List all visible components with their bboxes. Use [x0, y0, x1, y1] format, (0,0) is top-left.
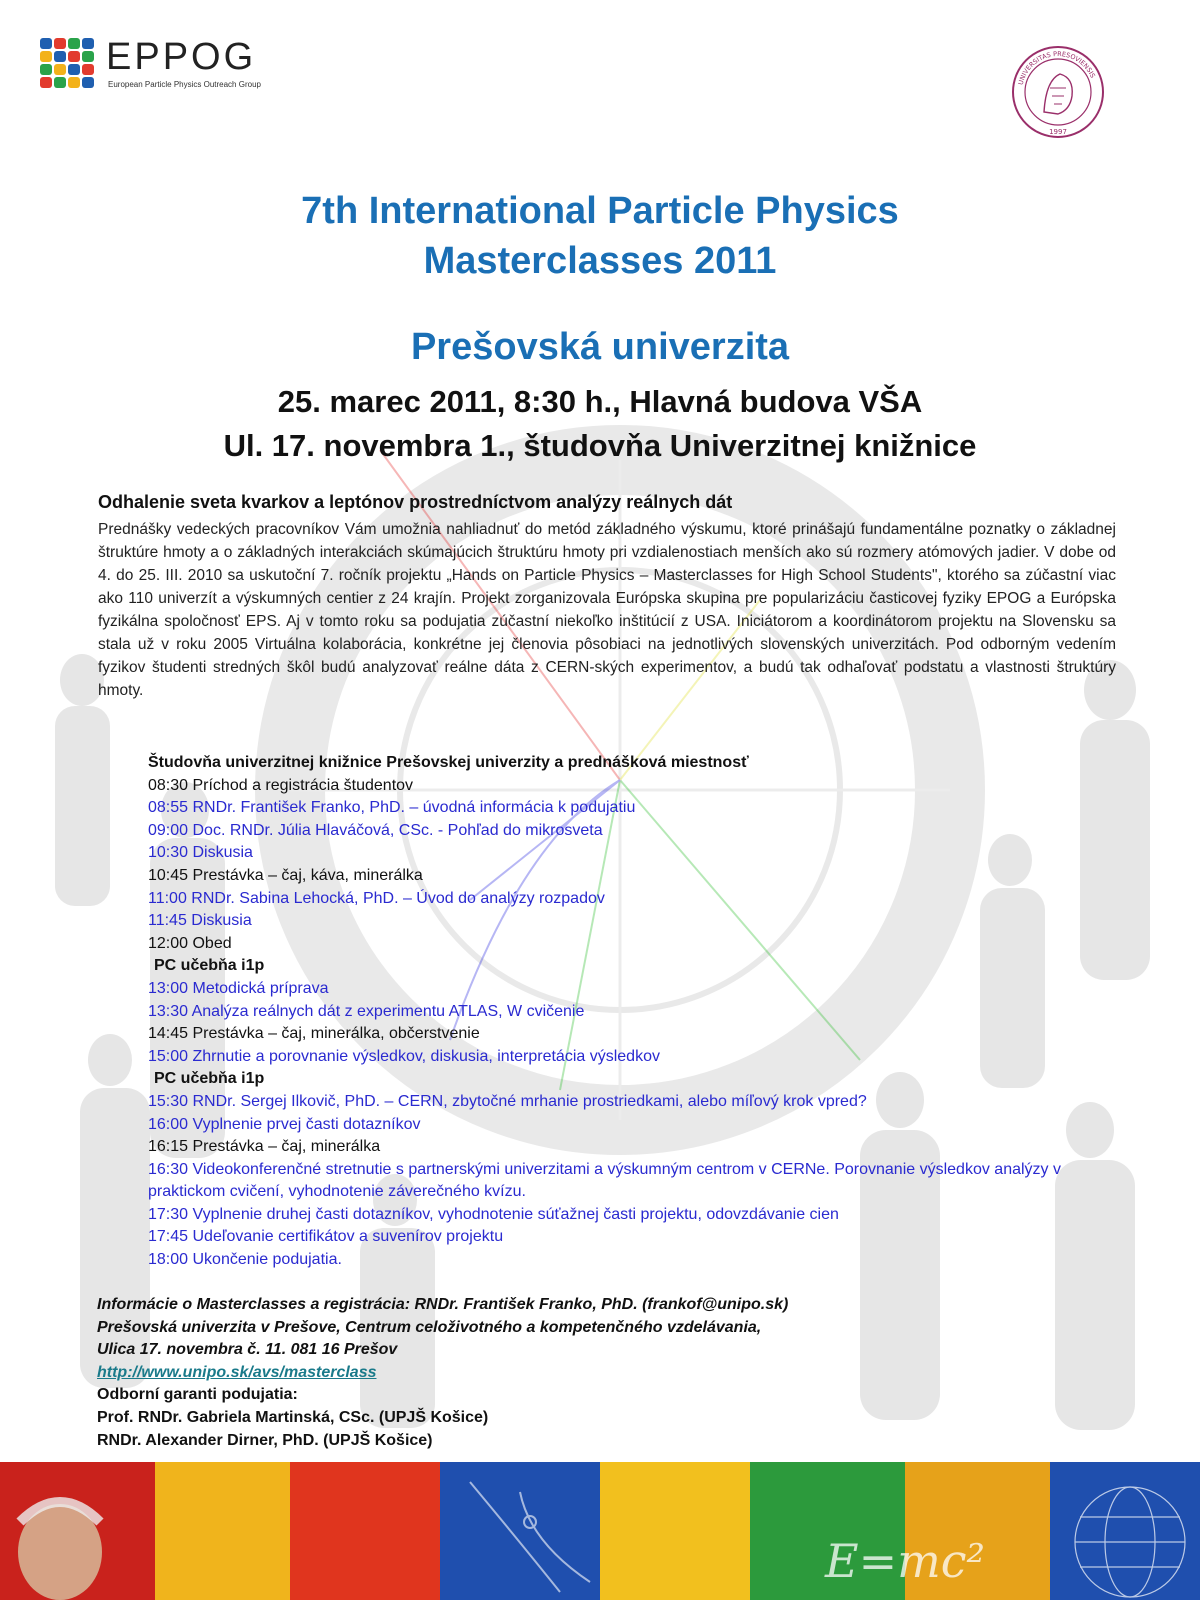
contact-block [97, 1294, 788, 1452]
schedule-item: 11:45 Diskusia [148, 912, 252, 930]
formula-text: E=mc² [825, 1534, 985, 1588]
eppog-subtitle: European Particle Physics Outreach Group [108, 80, 261, 89]
svg-text:UNIVERSITAS PRESOVIENSIS: UNIVERSITAS PRESOVIENSIS [1016, 49, 1097, 86]
venue-date-line: 25. marec 2011, 8:30 h., Hlavná budova VŠA [277, 384, 923, 419]
einstein-portrait-icon [18, 1502, 102, 1600]
svg-text:1997: 1997 [1049, 128, 1067, 136]
schedule-item: 16:30 Videokonferenčné stretnutie s partnerskými univerzitami a výskumným centrom v CERNe. Porovnanie výsledkov analýzy v praktickom cvičení, vyhodnotenie záverečného kvízu. [148, 1160, 1061, 1201]
guarantors-label: Odborní garanti podujatia: [97, 1386, 298, 1404]
masterclass-link[interactable]: http://www.unipo.sk/avs/masterclass [97, 1363, 377, 1381]
venue-address-line: Ul. 17. novembra 1., študovňa Univerzitnej knižnice [223, 428, 977, 463]
intro-paragraph: Prednášky vedeckých pracovníkov Vám umožnia nahliadnuť do metód základného výskumu, ktoré prinášajú fundamentálne poznatky o základnej štruktúre hmoty a o základných interakciách skúmajúcich štruktúru hmoty pri vzdialenostiach menších ako sú rozmery atómových jadier. V dobe od 4. do 25. III. 2010 sa uskutoční 7. ročník projektu „Hands on Particle Physics – Masterclasses for High School Students", ktorého sa zúčastní viac ako 110 univerzít a výskumných centier z 24 krajín. Projekt zorganizovala Európska skupina pre popularizáciu časticovej fyziky EPOG a Európska fyzikálna spoločnosť EPS. Aj v tomto roku sa podujatia zúčastní niekoľko inštitúcií z USA. Iniciátorom a koordinátorom projektu na Slovensku sa stala už v roku 2005 Virtuálna kolaborácia, konkrétne jej členovia pôsobiaci na jednotlivých slovenských univerzitách. Pod odborným vedením fyzikov študenti stredných škôl budú analyzovať reálne dáta z CERN-ských experimentov, a budú tak odhaľovať podstatu a vlastnosti štruktúry hmoty. [98, 521, 1116, 699]
schedule-item: 10:30 Diskusia [148, 844, 253, 862]
eppog-name: EPPOG [106, 36, 257, 78]
contact-registration: Informácie o Masterclasses a registrácia: RNDr. František Franko, PhD. (frankof@unipo.sk) [97, 1296, 789, 1313]
bottom-banner [0, 1462, 1200, 1600]
guarantor-2: RNDr. Alexander Dirner, PhD. (UPJŠ Košice) [97, 1431, 433, 1449]
title-line-1: 7th International Particle Physics [301, 190, 899, 232]
intro-heading: Odhalenie sveta kvarkov a leptónov prostredníctvom analýzy reálnych dát [98, 492, 733, 512]
schedule-heading: Študovňa univerzitnej knižnice Prešovskej univerzity a prednášková miestnosť [148, 754, 749, 771]
schedule-item: 17:30 Vyplnenie druhej časti dotazníkov, vyhodnotenie súťažnej časti projektu, odovzdávanie cien [148, 1205, 839, 1223]
schedule-item: 16:15 Prestávka – čaj, minerálka [148, 1138, 381, 1156]
schedule-item: 11:00 RNDr. Sabina Lehocká, PhD. – Úvod do analýzy rozpadov [148, 889, 605, 907]
schedule-item: 08:30 Príchod a registrácia študentov [148, 776, 414, 794]
schedule-item: 13:00 Metodická príprava [148, 979, 329, 997]
schedule-item: 16:00 Vyplnenie prvej časti dotazníkov [148, 1115, 421, 1133]
contact-institution: Prešovská univerzita v Prešove, Centrum celoživotného a kompetenčného vzdelávania, [97, 1318, 762, 1336]
eppog-logo [40, 36, 300, 92]
schedule-item: 15:30 RNDr. Sergej Ilkovič, PhD. – CERN, zbytočné mrhanie prostriedkami, alebo míľový krok vpred? [148, 1092, 867, 1110]
contact-address: Ulica 17. novembra č. 11. 081 16 Prešov [97, 1341, 398, 1359]
schedule-room-label: PC učebňa i1p [154, 1070, 265, 1088]
schedule-room-label: PC učebňa i1p [154, 957, 265, 975]
eppog-mosaic-icon [40, 38, 96, 90]
university-seal-icon [1010, 44, 1106, 140]
schedule-item: 12:00 Obed [148, 934, 232, 952]
university-title: Prešovská univerzita [410, 326, 790, 368]
schedule [148, 752, 1068, 1272]
schedule-item: 15:00 Zhrnutie a porovnanie výsledkov, diskusia, interpretácia výsledkov [148, 1047, 660, 1065]
guarantor-1: Prof. RNDr. Gabriela Martinská, CSc. (UPJŠ Košice) [97, 1408, 489, 1426]
schedule-item: 14:45 Prestávka – čaj, minerálka, občerstvenie [148, 1025, 480, 1043]
schedule-item: 18:00 Ukončenie podujatia. [148, 1251, 342, 1269]
schedule-item: 10:45 Prestávka – čaj, káva, minerálka [148, 866, 423, 884]
schedule-item: 13:30 Analýza reálnych dát z experimentu ATLAS, W cvičenie [148, 1002, 585, 1020]
title-line-2: Masterclasses 2011 [423, 240, 777, 282]
schedule-item: 08:55 RNDr. František Franko, PhD. – úvodná informácia k podujatiu [148, 799, 636, 817]
schedule-item: 17:45 Udeľovanie certifikátov a suvenírov projektu [148, 1228, 504, 1246]
schedule-item: 09:00 Doc. RNDr. Júlia Hlaváčová, CSc. - Pohľad do mikrosveta [148, 821, 603, 839]
schedule-list [148, 775, 1068, 1272]
